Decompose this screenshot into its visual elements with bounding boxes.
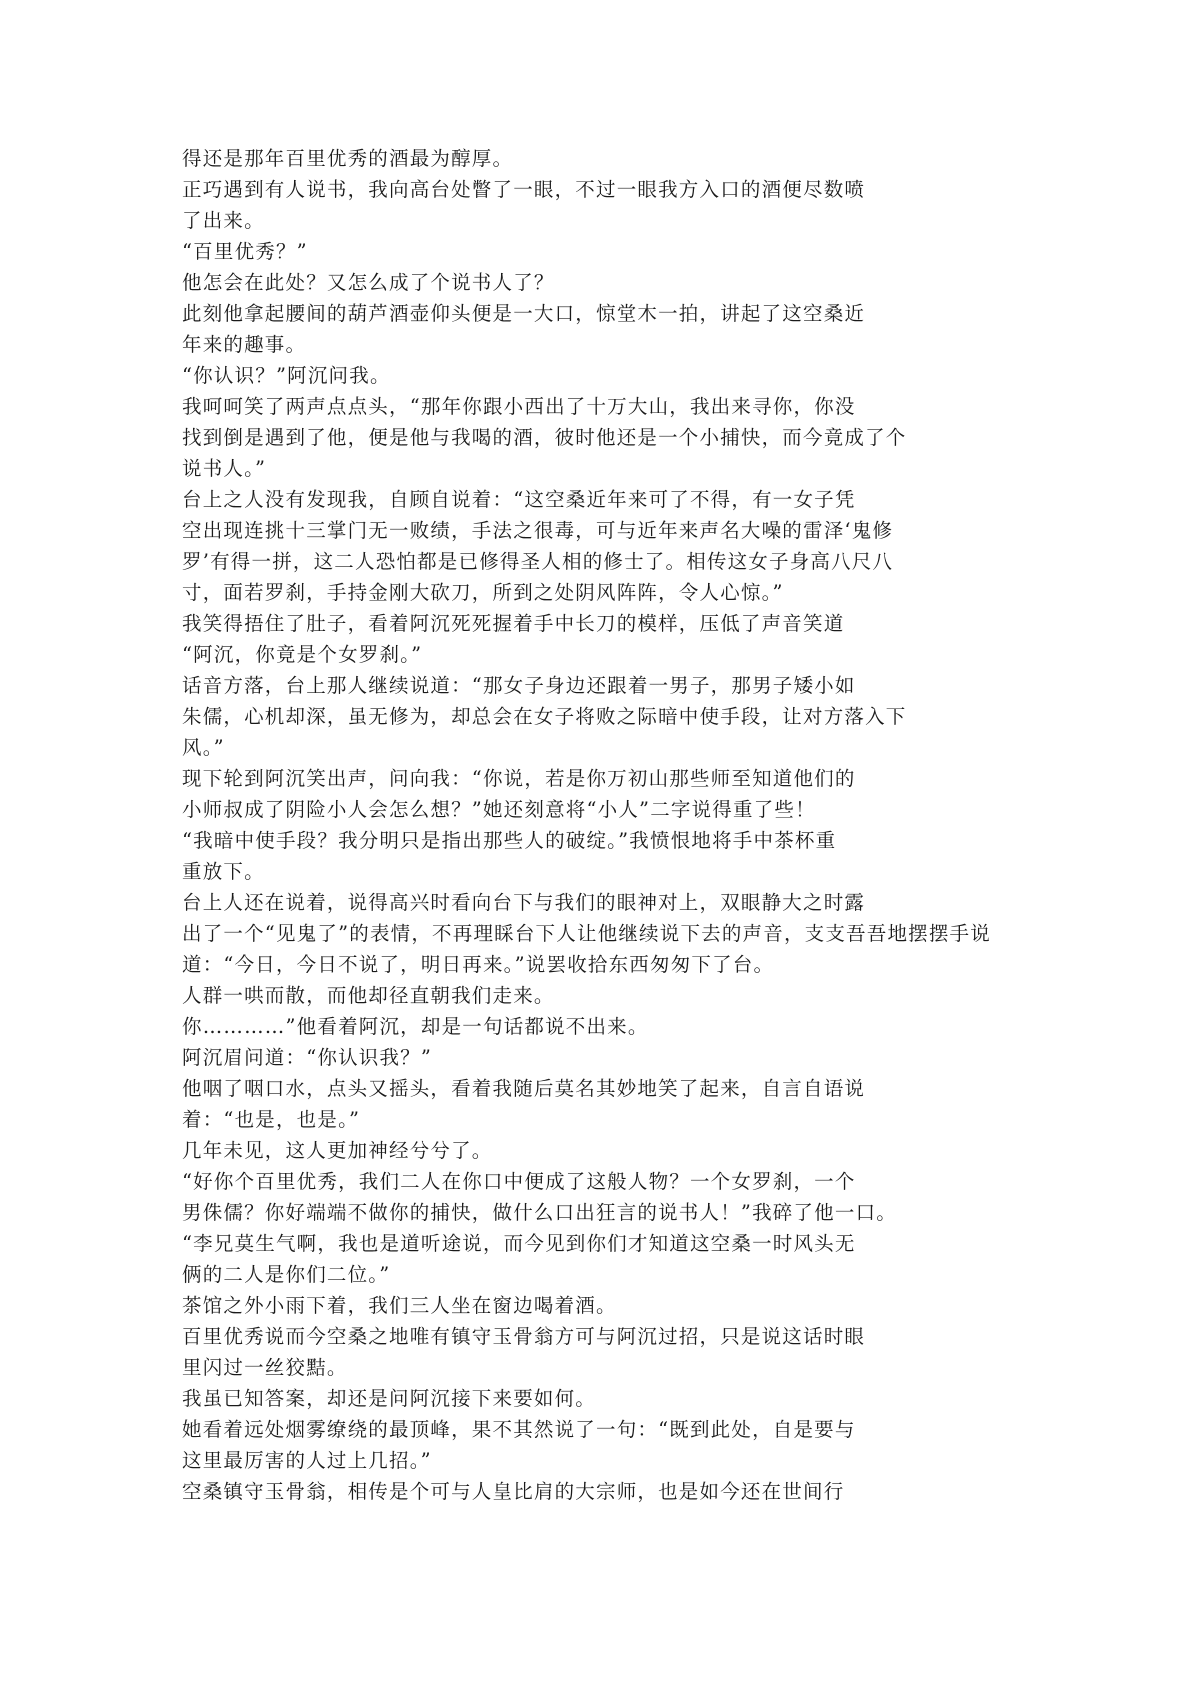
text-line: 找到倒是遇到了他，便是他与我喝的酒，彼时他还是一个小捕快，而今竟成了个 <box>182 426 907 449</box>
text-line: 我呵呵笑了两声点点头，“那年你跟小西出了十万大山，我出来寻你，你没 <box>182 395 856 418</box>
text-line: 我笑得捂住了肚子，看着阿沉死死握着手中长刀的模样，压低了声音笑道 <box>182 612 845 635</box>
text-line: 台上人还在说着，说得高兴时看向台下与我们的眼神对上，双眼静大之时露 <box>182 891 866 914</box>
text-line: 年来的趣事。 <box>182 333 307 356</box>
text-line: 他怎会在此处？又怎么成了个说书人了？ <box>182 271 555 294</box>
text-line: 阿沉眉问道：“你认识我？” <box>182 1046 433 1069</box>
text-line: 人群一哄而散，而他却径直朝我们走来。 <box>182 984 555 1007</box>
text-line: 出了一个“见鬼了”的表情，不再理睬台下人让他继续说下去的声音，支支吾吾地摆摆手说 <box>182 922 991 945</box>
text-line: 这里最厉害的人过上几招。” <box>182 1449 432 1472</box>
text-line: 现下轮到阿沉笑出声，问向我：“你说，若是你万初山那些师至知道他们的 <box>182 767 856 790</box>
text-line: 空出现连挑十三掌门无一败绩，手法之很毒，可与近年来声名大噪的雷泽‘鬼修 <box>182 519 894 542</box>
text-line: 我虽已知答案，却还是问阿沉接下来要如何。 <box>182 1387 597 1410</box>
text-line: 里闪过一丝狡黠。 <box>182 1356 348 1379</box>
text-line: 百里优秀说而今空桑之地唯有镇守玉骨翁方可与阿沉过招，只是说这话时眼 <box>182 1325 866 1348</box>
text-line: 她看着远处烟雾缭绕的最顶峰，果不其然说了一句：“既到此处，自是要与 <box>182 1418 856 1441</box>
text-line: 罗’有得一拼，这二人恐怕都是已修得圣人相的修士了。相传这女子身高八尺八 <box>182 550 894 573</box>
text-line: 小师叔成了阴险小人会怎么想？”她还刻意将“小人”二字说得重了些！ <box>182 798 816 821</box>
text-line: 几年未见，这人更加神经兮兮了。 <box>182 1139 493 1162</box>
text-line: 寸，面若罗刹，手持金刚大砍刀，所到之处阴风阵阵，令人心惊。” <box>182 581 784 604</box>
text-line: 男侏儒？你好端端不做你的捕快，做什么口出狂言的说书人！”我碎了他一口。 <box>182 1201 897 1224</box>
text-line: 重放下。 <box>182 860 265 883</box>
text-line: “李兄莫生气啊，我也是道听途说，而今见到你们才知道这空桑一时风头无 <box>182 1232 856 1255</box>
text-line: 此刻他拿起腰间的葫芦酒壶仰头便是一大口，惊堂木一拍，讲起了这空桑近 <box>182 302 866 325</box>
text-line: 了出来。 <box>182 209 265 232</box>
text-line: “好你个百里优秀，我们二人在你口中便成了这般人物？一个女罗刹，一个 <box>182 1170 856 1193</box>
text-line: 茶馆之外小雨下着，我们三人坐在窗边喝着酒。 <box>182 1294 617 1317</box>
text-line: “我暗中使手段？我分明只是指出那些人的破绽。”我愤恨地将手中茶杯重 <box>182 829 837 852</box>
text-line: 他咽了咽口水，点头又摇头，看着我随后莫名其妙地笑了起来，自言自语说 <box>182 1077 866 1100</box>
text-line: “百里优秀？” <box>182 240 308 263</box>
text-line: 得还是那年百里优秀的酒最为醇厚。 <box>182 147 514 170</box>
text-line: 俩的二人是你们二位。” <box>182 1263 391 1286</box>
text-line: “阿沉，你竟是个女罗刹。” <box>182 643 423 666</box>
text-line: 朱儒，心机却深，虽无修为，却总会在女子将败之际暗中使手段，让对方落入下 <box>182 705 907 728</box>
text-line: 风。” <box>182 736 225 759</box>
text-line: 着：“也是，也是。” <box>182 1108 361 1131</box>
text-line: 说书人。” <box>182 457 267 480</box>
document-body <box>182 143 1062 1507</box>
text-line: “你认识？”阿沉问我。 <box>182 364 391 387</box>
text-line: 道：“今日，今日不说了，明日再来。”说罢收拾东西匆匆下了台。 <box>182 953 775 976</box>
text-line: 台上之人没有发现我，自顾自说着：“这空桑近年来可了不得，有一女子凭 <box>182 488 856 511</box>
text-line: 正巧遇到有人说书，我向高台处瞥了一眼，不过一眼我方入口的酒便尽数喷 <box>182 178 866 201</box>
text-line: 话音方落，台上那人继续说道：“那女子身边还跟着一男子，那男子矮小如 <box>182 674 856 697</box>
text-line: 你…………”他看着阿沉，却是一句话都说不出来。 <box>182 1015 649 1038</box>
text-line: 空桑镇守玉骨翁，相传是个可与人皇比肩的大宗师，也是如今还在世间行 <box>182 1480 845 1503</box>
